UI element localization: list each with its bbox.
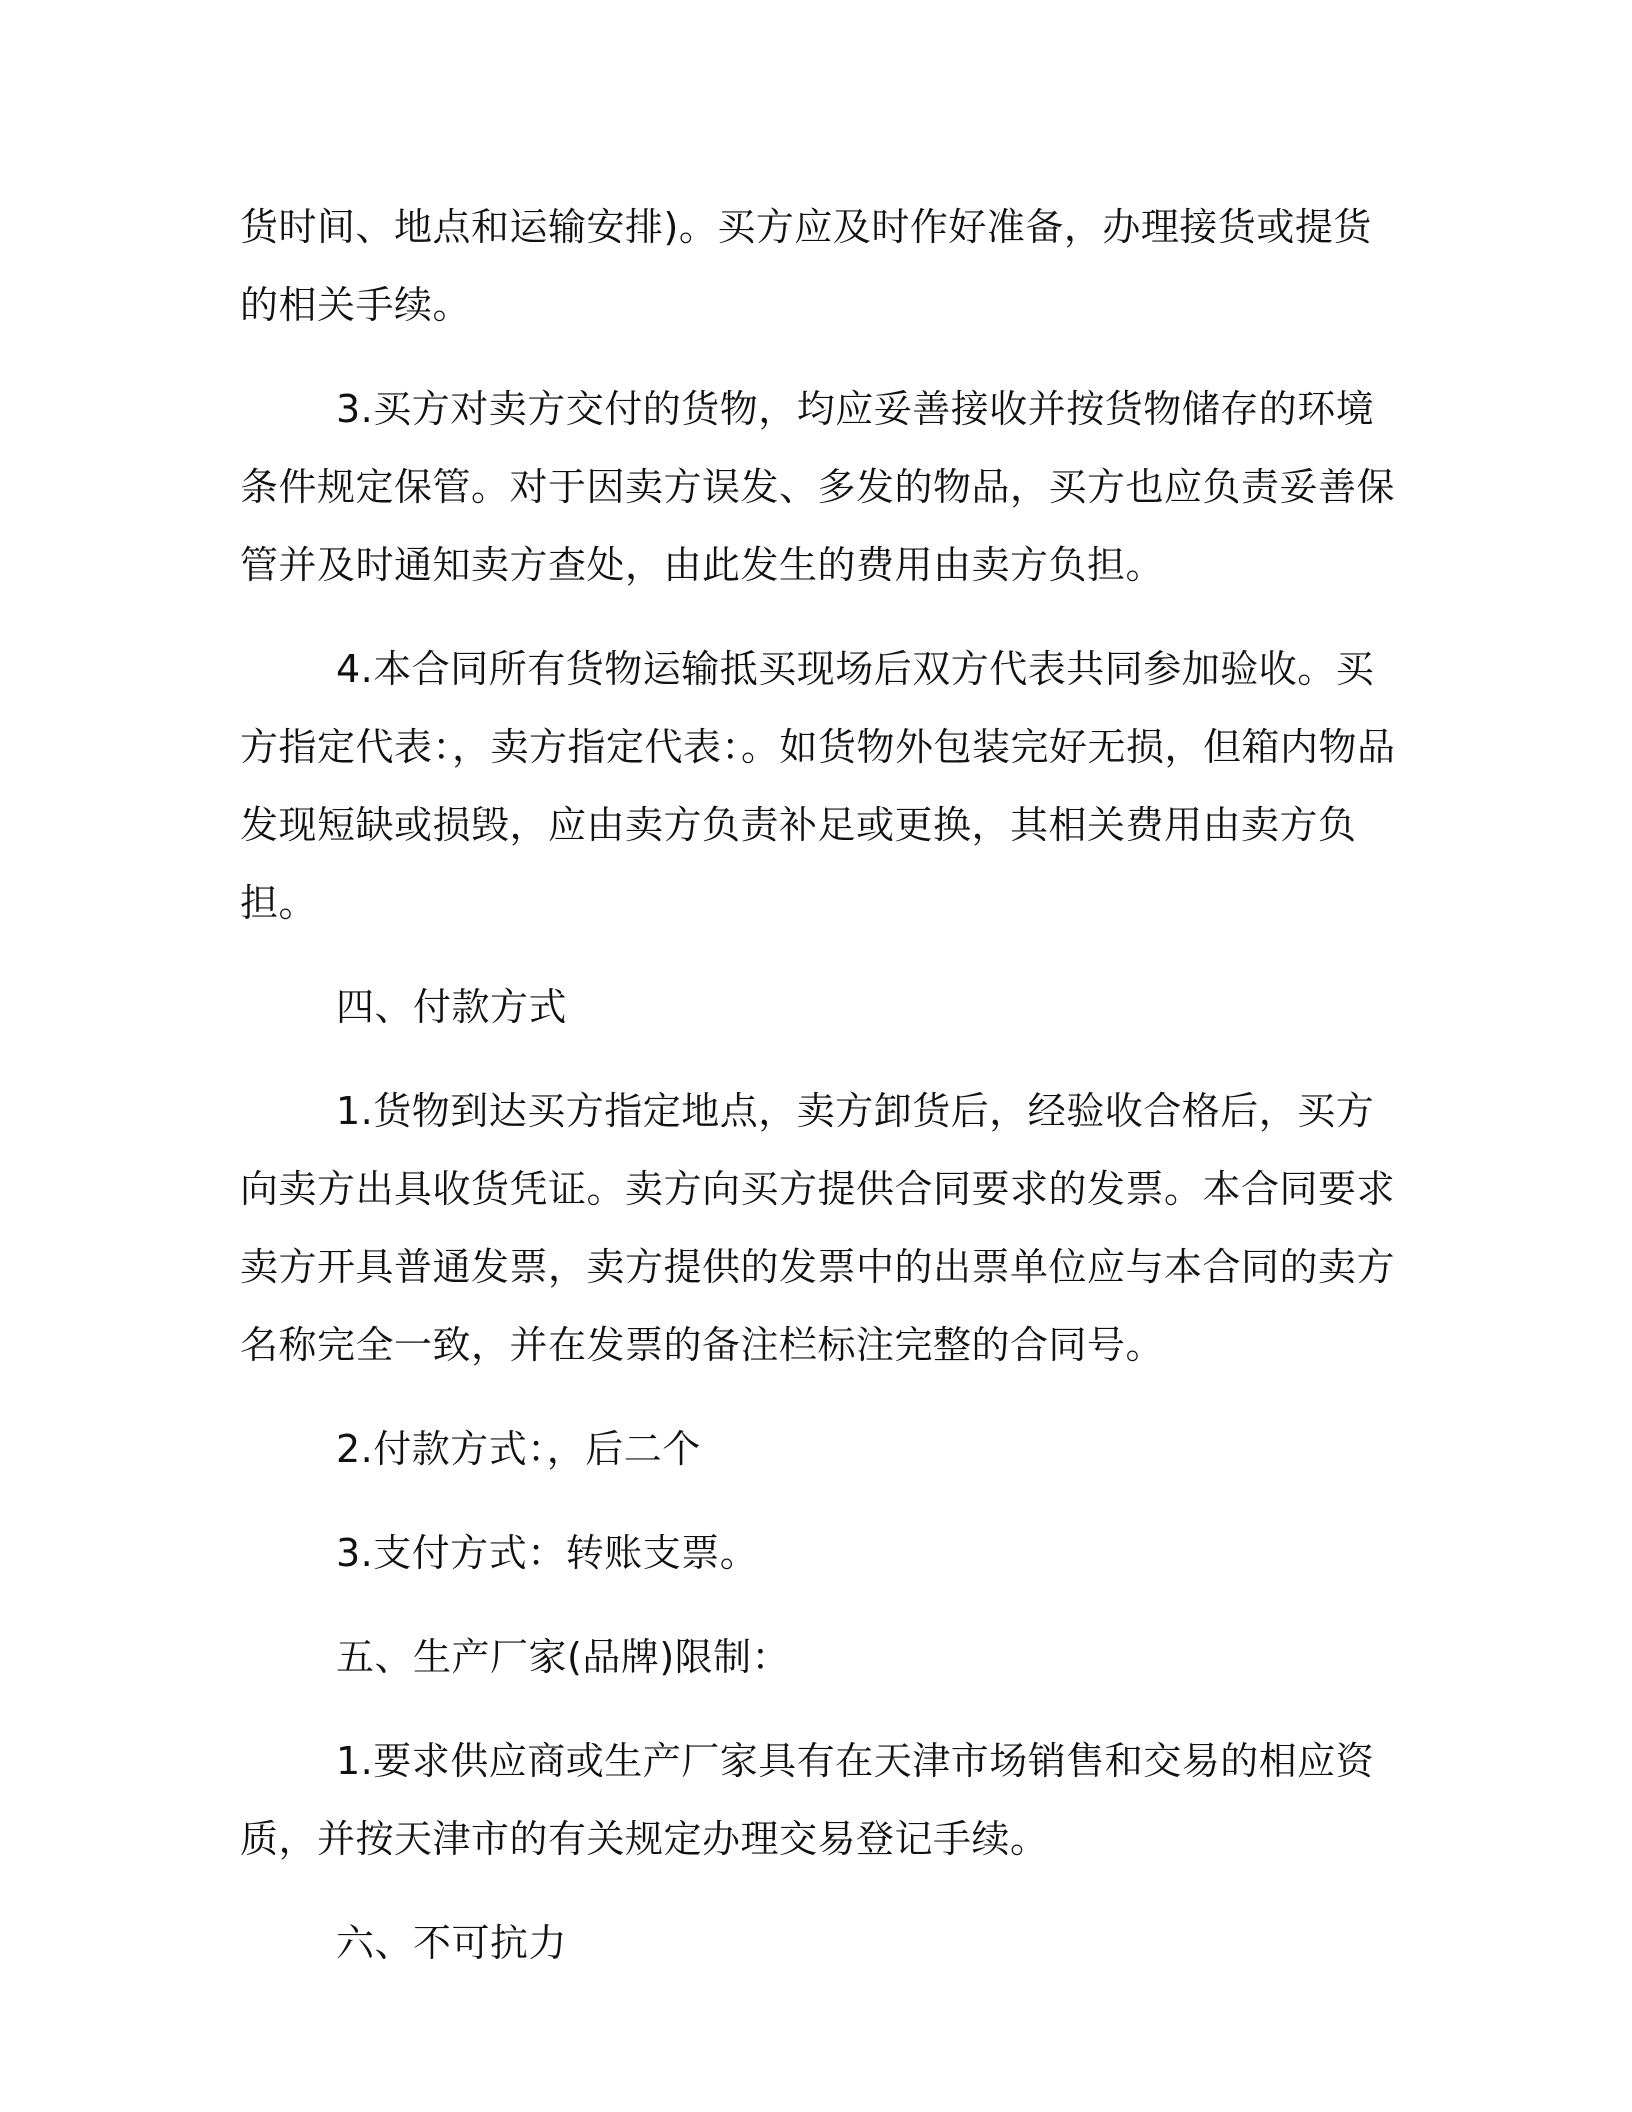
paragraph-clause-4-inspection: 4.本合同所有货物运输抵买现场后双方代表共同参加验收。买方指定代表：，卖方指定代表：。如货物外包装完好无损，但箱内物品发现短缺或损毁，应由卖方负责补足或更换，其相关费用由卖方负担。 [240, 647, 1396, 925]
document-body [240, 188, 1400, 2008]
section-heading-payment: 四、付款方式 [336, 985, 568, 1029]
paragraph-clause-3-storage: 3.买方对卖方交付的货物，均应妥善接收并按货物储存的环境条件规定保管。对于因卖方误发、多发的物品，买方也应负责妥善保管并及时通知卖方查处，由此发生的费用由卖方负担。 [240, 387, 1396, 587]
paragraph-manufacturer-1-qualification: 1.要求供应商或生产厂家具有在天津市场销售和交易的相应资质，并按天津市的有关规定办理交易登记手续。 [240, 1739, 1375, 1861]
paragraph-payment-3-transfer: 3.支付方式：转账支票。 [336, 1531, 759, 1575]
section-heading-force-majeure: 六、不可抗力 [336, 1921, 568, 1965]
paragraph-payment-2-method: 2.付款方式：，后二个 [336, 1427, 701, 1471]
section-heading-manufacturer: 五、生产厂家(品牌)限制： [336, 1635, 791, 1679]
paragraph-payment-1-invoice: 1.货物到达买方指定地点，卖方卸货后，经验收合格后，买方向卖方出具收货凭证。卖方向买方提供合同要求的发票。本合同要求卖方开具普通发票，卖方提供的发票中的出票单位应与本合同的卖方名称完全一致，并在发票的备注栏标注完整的合同号。 [240, 1089, 1396, 1367]
paragraph-delivery-arrangement: 货时间、地点和运输安排)。买方应及时作好准备，办理接货或提货的相关手续。 [240, 205, 1372, 327]
